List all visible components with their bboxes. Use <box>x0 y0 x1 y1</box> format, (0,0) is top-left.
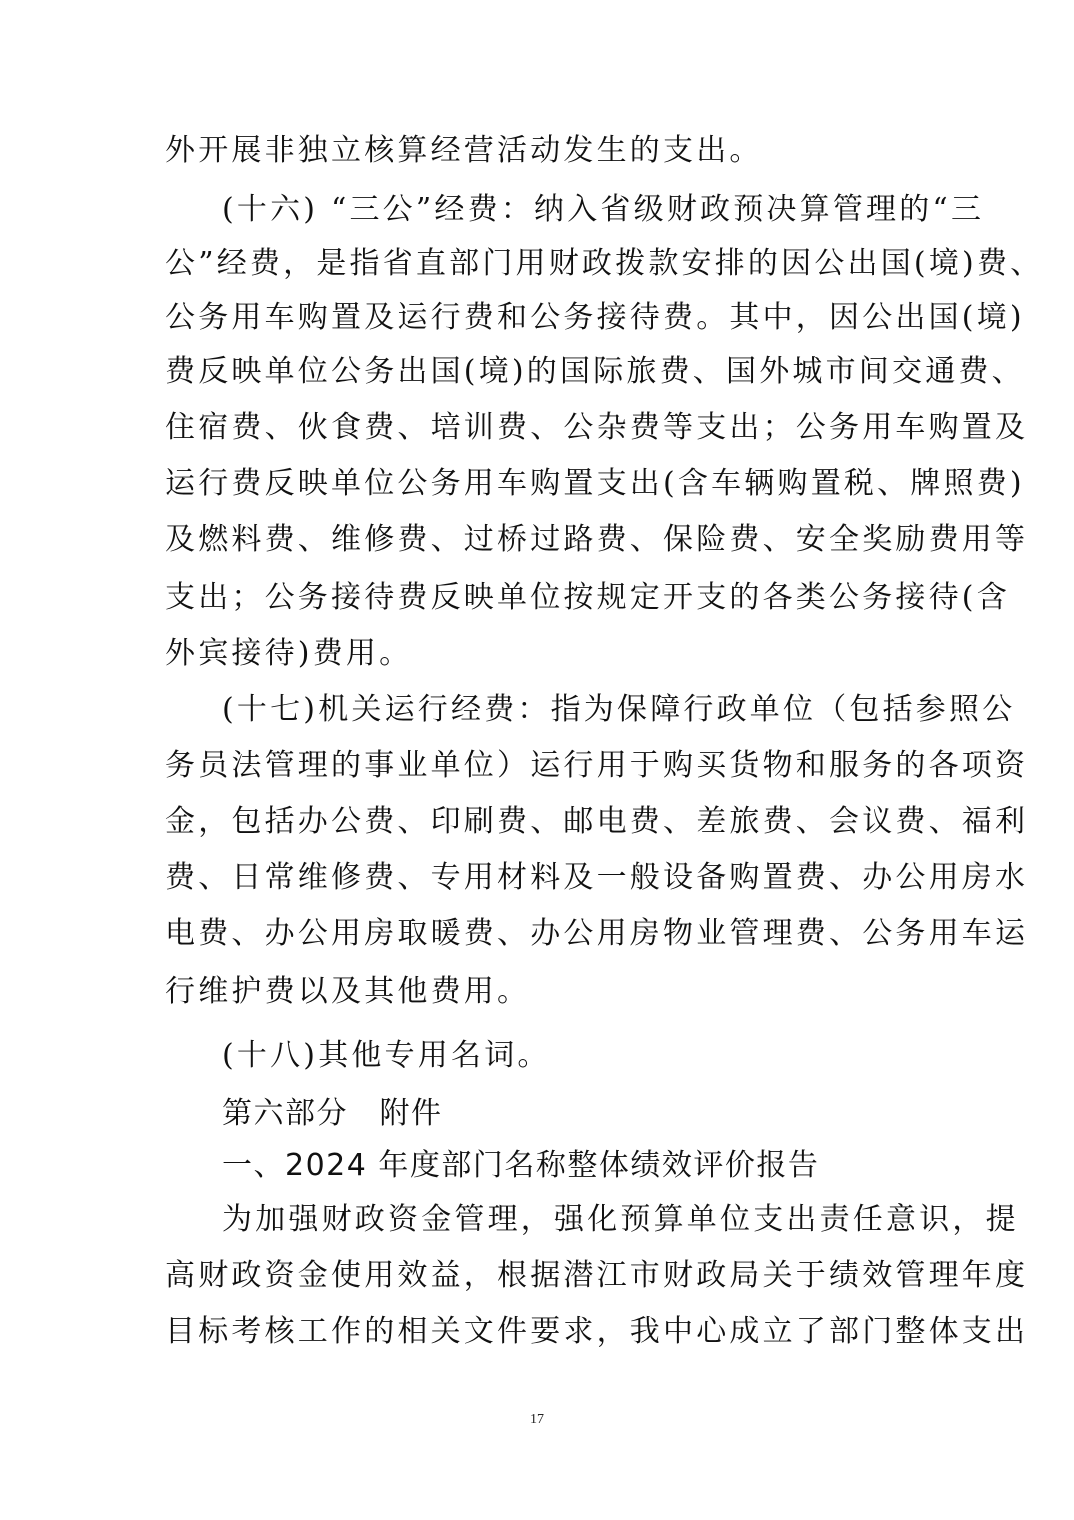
body-text-line: 公”经费，是指省直部门用财政拨款安排的因公出国(境)费、 <box>165 246 1044 281</box>
body-text-line: 目标考核工作的相关文件要求，我中心成立了部门整体支出 <box>165 1314 1029 1349</box>
body-text-line: 及燃料费、维修费、过桥过路费、保险费、安全奖励费用等 <box>165 522 1029 557</box>
body-text-line: (十八)其他专用名词。 <box>222 1038 551 1073</box>
body-text-line: 公务用车购置及运行费和公务接待费。其中，因公出国(境) <box>165 300 1025 335</box>
body-text-line: 住宿费、伙食费、培训费、公杂费等支出；公务用车购置及 <box>165 410 1029 445</box>
body-text-line: 高财政资金使用效益，根据潜江市财政局关于绩效管理年度 <box>165 1258 1029 1293</box>
body-text-line: 费反映单位公务出国(境)的国际旅费、国外城市间交通费、 <box>165 354 1025 389</box>
body-text-line: 外宾接待)费用。 <box>165 636 413 671</box>
body-text-line: 运行费反映单位公务用车购置支出(含车辆购置税、牌照费) <box>165 466 1025 501</box>
body-text-line: 行维护费以及其他费用。 <box>165 974 531 1009</box>
subsection-heading: 一、2024 年度部门名称整体绩效评价报告 <box>222 1148 820 1183</box>
body-text-line: 支出；公务接待费反映单位按规定开支的各类公务接待(含 <box>165 580 1010 615</box>
body-text-line: (十七)机关运行经费：指为保障行政单位（包括参照公 <box>222 692 1016 727</box>
page-number: 17 <box>530 1412 544 1427</box>
body-text-line: 外开展非独立核算经营活动发生的支出。 <box>165 133 763 168</box>
body-text-line: 电费、办公用房取暖费、办公用房物业管理费、公务用车运 <box>165 916 1029 951</box>
body-text-line: 为加强财政资金管理，强化预算单位支出责任意识，提 <box>222 1202 1019 1237</box>
body-text-line: 务员法管理的事业单位）运行用于购买货物和服务的各项资 <box>165 748 1029 783</box>
body-text-line: 费、日常维修费、专用材料及一般设备购置费、办公用房水 <box>165 860 1029 895</box>
body-text-line: 金，包括办公费、印刷费、邮电费、差旅费、会议费、福利 <box>165 804 1029 839</box>
section-heading: 第六部分 附件 <box>222 1096 443 1131</box>
body-text-line: (十六) “三公”经费：纳入省级财政预决算管理的“三 <box>222 192 985 227</box>
